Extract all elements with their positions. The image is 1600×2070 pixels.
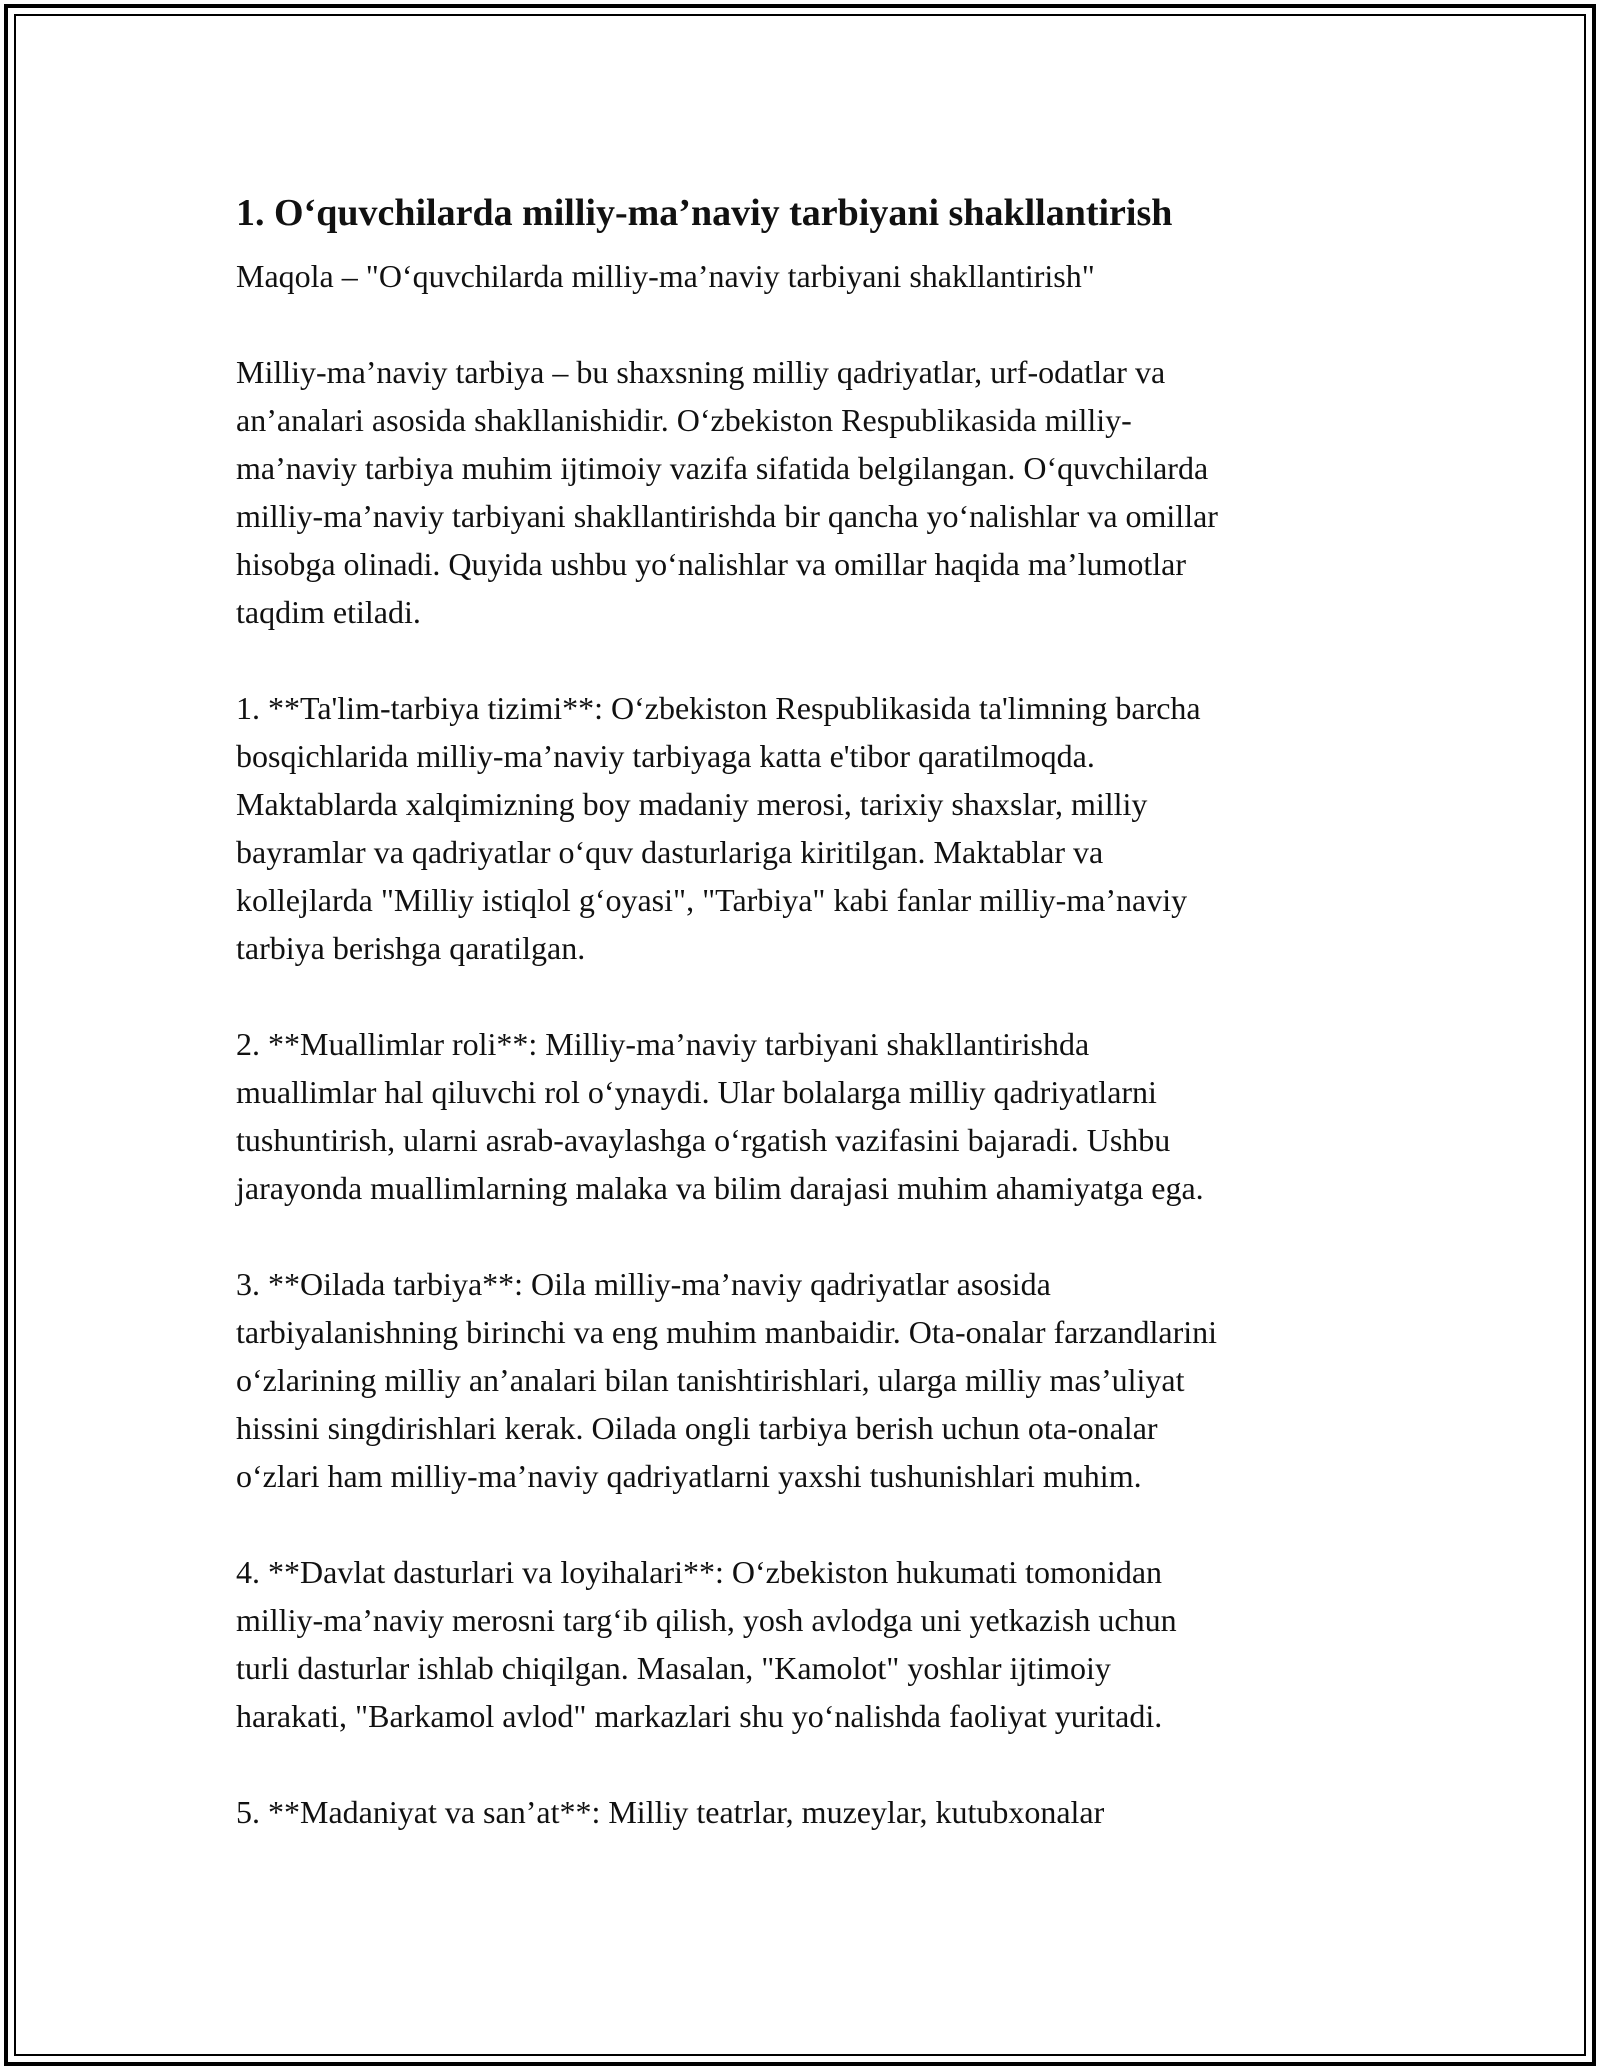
paragraph-line: 2. **Muallimlar roli**: Milliy-ma’naviy tarbiyani shakllantirishda [236, 1026, 1090, 1062]
document-subtitle: Maqola – "O‘quvchilarda milliy-ma’naviy tarbiyani shakllantirish" [236, 258, 1095, 294]
paragraph-line: ma’naviy tarbiya muhim ijtimoiy vazifa sifatida belgilangan. O‘quvchilarda [236, 450, 1209, 486]
paragraph-line: 5. **Madaniyat va san’at**: Milliy teatrlar, muzeylar, kutubxonalar [236, 1794, 1105, 1830]
paragraph-line: hissini singdirishlari kerak. Oilada ongli tarbiya berish uchun ota-onalar [236, 1410, 1158, 1446]
document-body [236, 186, 1376, 1836]
paragraph-line: 1. **Ta'lim-tarbiya tizimi**: O‘zbekiston Respublikasida ta'limning barcha [236, 690, 1201, 726]
paragraph-line: muallimlar hal qiluvchi rol o‘ynaydi. Ular bolalarga milliy qadriyatlarni [236, 1074, 1157, 1110]
paragraph-line: tarbiya berishga qaratilgan. [236, 930, 586, 966]
paragraph-line: 3. **Oilada tarbiya**: Oila milliy-ma’naviy qadriyatlar asosida [236, 1266, 1051, 1302]
paragraph-line: Maktablarda xalqimizning boy madaniy merosi, tarixiy shaxslar, milliy [236, 786, 1148, 822]
paragraph-line: 4. **Davlat dasturlari va loyihalari**: O‘zbekiston hukumati tomonidan [236, 1554, 1163, 1590]
paragraph-line: harakati, "Barkamol avlod" markazlari shu yo‘nalishda faoliyat yuritadi. [236, 1698, 1163, 1734]
paragraph-intro [236, 348, 1376, 636]
paragraph-line: hisobga olinadi. Quyida ushbu yo‘nalishlar va omillar haqida ma’lumotlar [236, 546, 1187, 582]
paragraph-item-5 [236, 1788, 1376, 1836]
paragraph-line: o‘zlarining milliy an’analari bilan tanishtirishlari, ularga milliy mas’uliyat [236, 1362, 1185, 1398]
paragraph-line: bayramlar va qadriyatlar o‘quv dasturlariga kiritilgan. Maktablar va [236, 834, 1104, 870]
paragraph-line: an’analari asosida shakllanishidir. O‘zbekiston Respublikasida milliy- [236, 402, 1132, 438]
paragraph-line: kollejlarda "Milliy istiqlol g‘oyasi", "Tarbiya" kabi fanlar milliy-ma’naviy [236, 882, 1188, 918]
document-heading: 1. O‘quvchilarda milliy-ma’naviy tarbiyani shakllantirish [236, 192, 1173, 234]
paragraph-line: o‘zlari ham milliy-ma’naviy qadriyatlarni yaxshi tushunishlari muhim. [236, 1458, 1142, 1494]
paragraph-item-3 [236, 1260, 1376, 1500]
paragraph-line: Milliy-ma’naviy tarbiya – bu shaxsning milliy qadriyatlar, urf-odatlar va [236, 354, 1166, 390]
paragraph-line: tushuntirish, ularni asrab-avaylashga o‘rgatish vazifasini bajaradi. Ushbu [236, 1122, 1171, 1158]
paragraph-line: bosqichlarida milliy-ma’naviy tarbiyaga katta e'tibor qaratilmoqda. [236, 738, 1095, 774]
paragraph-item-4 [236, 1548, 1376, 1740]
paragraph-line: milliy-ma’naviy merosni targ‘ib qilish, yosh avlodga uni yetkazish uchun [236, 1602, 1177, 1638]
paragraph-line: tarbiyalanishning birinchi va eng muhim manbaidir. Ota-onalar farzandlarini [236, 1314, 1218, 1350]
paragraph-line: turli dasturlar ishlab chiqilgan. Masalan, "Kamolot" yoshlar ijtimoiy [236, 1650, 1111, 1686]
paragraph-item-1 [236, 684, 1376, 972]
paragraph-line: jarayonda muallimlarning malaka va bilim darajasi muhim ahamiyatga ega. [236, 1170, 1204, 1206]
paragraph-item-2 [236, 1020, 1376, 1212]
paragraph-line: taqdim etiladi. [236, 594, 421, 630]
paragraph-line: milliy-ma’naviy tarbiyani shakllantirishda bir qancha yo‘nalishlar va omillar [236, 498, 1218, 534]
